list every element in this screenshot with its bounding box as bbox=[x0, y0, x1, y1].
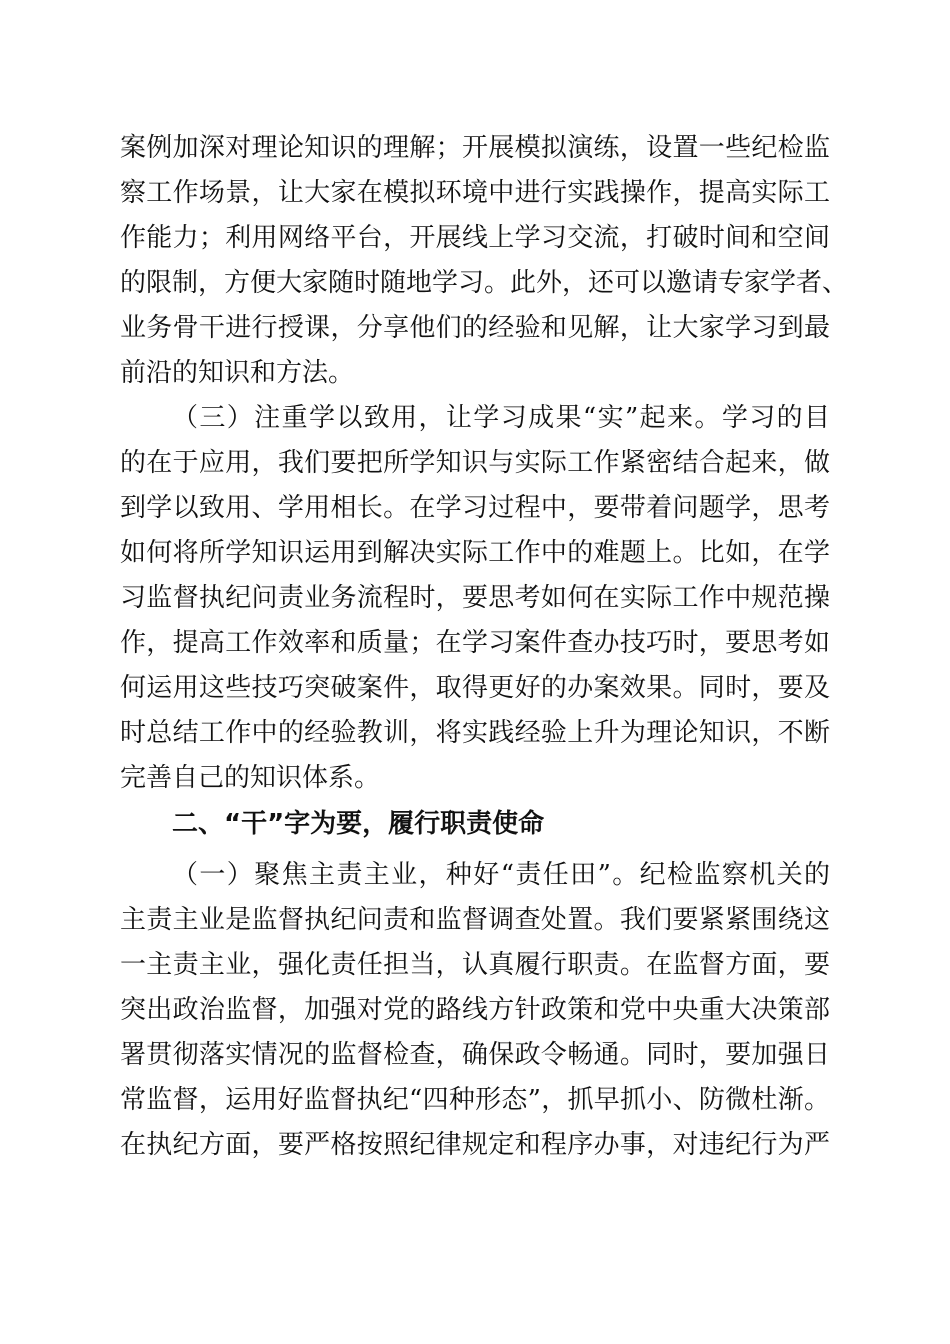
para-one-line-7: 在执纪方面，要严格按照纪律规定和程序办事，对违纪行为严 bbox=[120, 1130, 830, 1160]
para-three-line-9: 完善自己的知识体系。 bbox=[120, 763, 381, 793]
section-two-heading: 二、“干”字为要，履行职责使命 bbox=[172, 809, 545, 839]
para-one-line-2: 主责主业是监督执纪问责和监督调查处置。我们要紧紧围绕这 bbox=[120, 905, 830, 935]
intro-line-1: 案例加深对理论知识的理解；开展模拟演练，设置一些纪检监 bbox=[120, 133, 830, 163]
para-three-line-8: 时总结工作中的经验教训，将实践经验上升为理论知识，不断 bbox=[120, 718, 830, 748]
para-three-line-5: 习监督执纪问责业务流程时，要思考如何在实际工作中规范操 bbox=[120, 583, 830, 613]
para-three-line-7: 何运用这些技巧突破案件，取得更好的办案效果。同时，要及 bbox=[120, 673, 830, 703]
intro-line-4: 的限制，方便大家随时随地学习。此外，还可以邀请专家学者、 bbox=[120, 268, 849, 298]
para-one-line-4: 突出政治监督，加强对党的路线方针政策和党中央重大决策部 bbox=[120, 995, 830, 1025]
intro-line-3: 作能力；利用网络平台，开展线上学习交流，打破时间和空间 bbox=[120, 223, 830, 253]
para-three-line-1: （三）注重学以致用，让学习成果“实”起来。学习的目 bbox=[172, 403, 830, 433]
intro-line-2: 察工作场景，让大家在模拟环境中进行实践操作，提高实际工 bbox=[120, 178, 830, 208]
para-three-line-6: 作，提高工作效率和质量；在学习案件查办技巧时，要思考如 bbox=[120, 628, 830, 658]
para-three-line-3: 到学以致用、学用相长。在学习过程中，要带着问题学，思考 bbox=[120, 493, 830, 523]
para-one-line-6: 常监督，运用好监督执纪“四种形态”，抓早抓小、防微杜渐。 bbox=[120, 1085, 830, 1115]
para-one-line-1: （一）聚焦主责主业，种好“责任田”。纪检监察机关的 bbox=[172, 860, 830, 890]
para-three-line-2: 的在于应用，我们要把所学知识与实际工作紧密结合起来，做 bbox=[120, 448, 830, 478]
para-one-line-3: 一主责主业，强化责任担当，认真履行职责。在监督方面，要 bbox=[120, 950, 830, 980]
para-one-line-5: 署贯彻落实情况的监督检查，确保政令畅通。同时，要加强日 bbox=[120, 1040, 830, 1070]
intro-line-5: 业务骨干进行授课，分享他们的经验和见解，让大家学习到最 bbox=[120, 313, 830, 343]
para-three-line-4: 如何将所学知识运用到解决实际工作中的难题上。比如，在学 bbox=[120, 538, 830, 568]
intro-line-6: 前沿的知识和方法。 bbox=[120, 358, 355, 388]
